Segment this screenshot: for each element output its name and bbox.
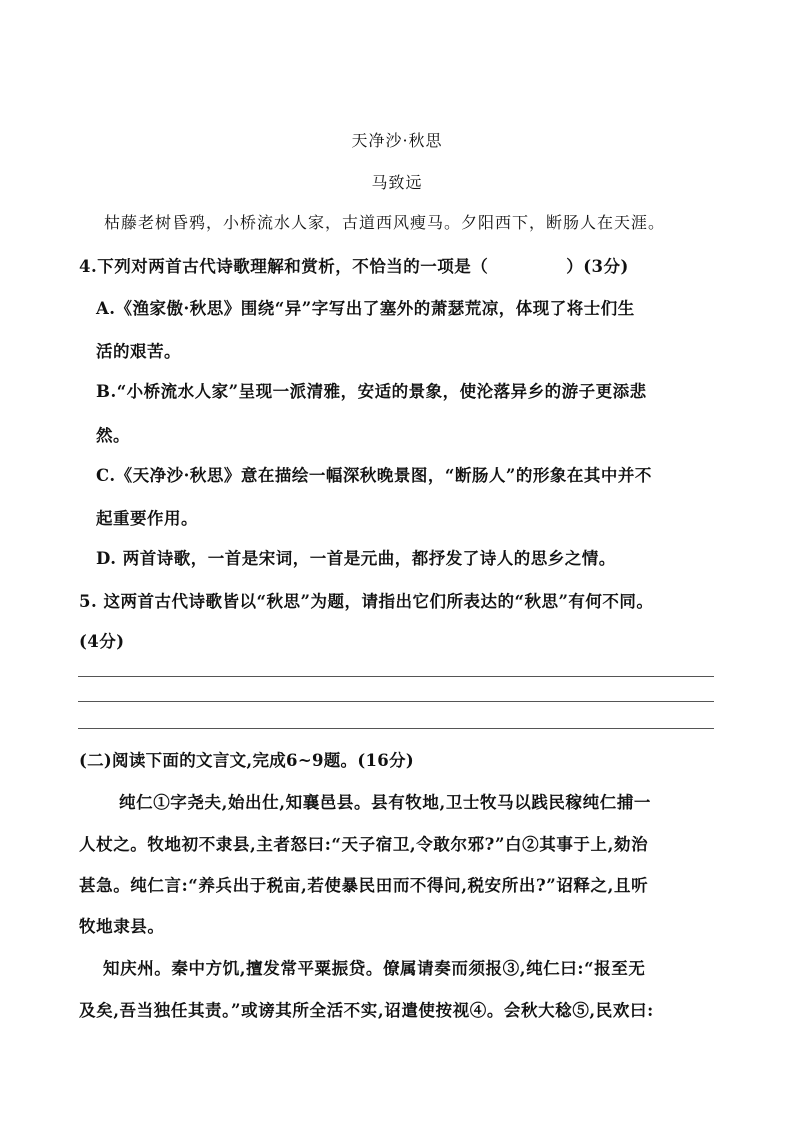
passage-line: 甚急。纯仁言:“养兵出于税亩,若使暴民田而不得问,税安所出?”诏释之,且听 [79, 876, 649, 895]
option-a: A.《渔家傲·秋思》围绕“异”字写出了塞外的萧瑟荒凉，体现了将士们生 [96, 299, 635, 318]
answer-line [78, 676, 714, 677]
question-5-score: (4分) [79, 632, 125, 651]
option-b: B.“小桥流水人家”呈现一派清雅，安适的景象，使沦落异乡的游子更添悲 [96, 382, 647, 401]
question-4-stem [79, 253, 629, 277]
answer-line [78, 701, 714, 702]
passage-line: 及矣,吾当独任其责。”或谤其所全活不实,诏遣使按视④。会秋大稔⑤,民欢曰: [79, 1001, 654, 1020]
poem-title: 天净沙·秋思 [351, 131, 443, 150]
answer-line [78, 728, 714, 729]
option-a-continued: 活的艰苦。 [96, 342, 181, 361]
option-c-continued: 起重要作用。 [96, 509, 198, 528]
section-2-heading: (二)阅读下面的文言文,完成6~9题。(16分) [79, 751, 414, 770]
question-5-stem: 5. 这两首古代诗歌皆以“秋思”为题，请指出它们所表达的“秋思”有何不同。 [79, 592, 654, 611]
option-c: C.《天净沙·秋思》意在描绘一幅深秋晚景图，“断肠人”的形象在其中并不 [96, 466, 652, 485]
passage-line: 知庆州。秦中方饥,擅发常平粟振贷。僚属请奏而须报③,纯仁曰:“报至无 [103, 959, 646, 978]
passage-line: 牧地隶县。 [79, 917, 165, 936]
question-4-score: ）(3分) [566, 257, 629, 276]
option-b-continued: 然。 [96, 426, 130, 445]
passage-line: 人杖之。牧地初不隶县,主者怒曰:“天子宿卫,令敢尔邪?”白②其事于上,劾治 [79, 835, 649, 854]
passage-line: 纯仁①字尧夫,始出仕,知襄邑县。县有牧地,卫士牧马以践民稼纯仁捕一 [119, 793, 652, 812]
poem-body: 枯藤老树昏鸦，小桥流水人家，古道西风瘦马。夕阳西下，断肠人在天涯。 [104, 213, 666, 232]
poem-author: 马致远 [371, 173, 423, 192]
option-d: D. 两首诗歌，一首是宋词，一首是元曲，都抒发了诗人的思乡之情。 [96, 549, 616, 568]
question-4-stem-text: 4.下列对两首古代诗歌理解和赏析，不恰当的一项是（ [79, 257, 489, 276]
